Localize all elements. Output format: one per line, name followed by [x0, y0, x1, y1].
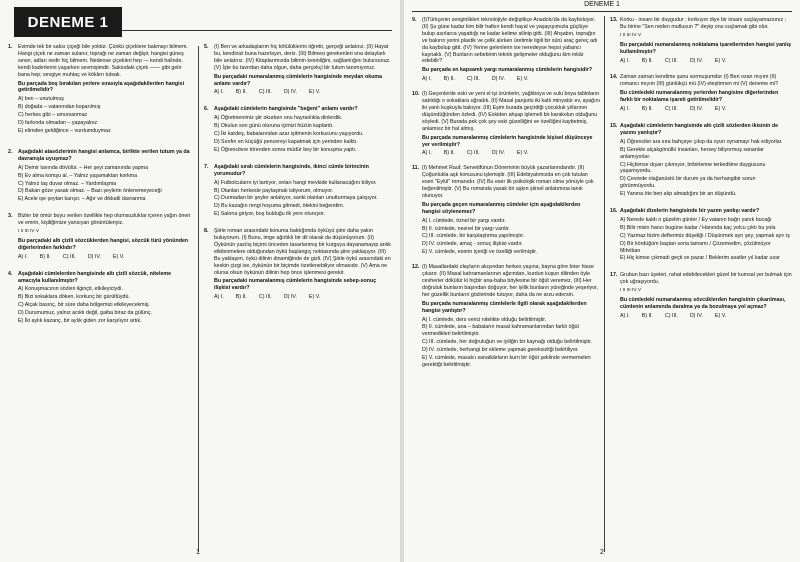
question-12: [412, 264, 600, 369]
option-a[interactable]: A) Öğretmenimiz şiir okurken onu hayranlıkla dinlerdik.: [214, 115, 343, 122]
question-number: 2.: [8, 148, 13, 155]
question-text: Evimde tek bir saksı çiçeği bile yoktur. Çünkü çiçeklere bakmayı bilmem. Hangi çiçek ne zaman sulanır, toprağı ne zaman değişir, hangisi güneş sever, adları nedir hiç bilmem. Nedense çiçekleri hep — kendi halinde, kendi kaderlerini yaşarken sevmişimdir. Saksıdaki çiçek —— gibi gelir bana hep; sevgiye muhtaç ve köklerı tutsak.: [18, 44, 188, 78]
option-b[interactable]: B) II.: [39, 253, 51, 260]
question-text: Bizler bir ömür boyu verilen özellikle hep olumsuzluklar içeren yağın öneri ve emrin, kişiliğimize yansıyan görüntüleriyiz.: [18, 213, 191, 227]
option-e[interactable]: E) V.: [308, 294, 321, 301]
underline-markers: I II III IV V: [18, 229, 40, 235]
page1-left-column: [8, 44, 194, 333]
question-15: [610, 123, 792, 198]
header-rule: [122, 30, 392, 31]
question-number: 13.: [610, 17, 618, 23]
option-a[interactable]: A) I. cümlede, öznel bir yargı vardır.: [422, 217, 506, 224]
question-prompt: Aşağıdaki cümlelerin hangisinde altı çizili sözlerden ikisinin de yazımı yanlıştır?: [620, 122, 779, 136]
question-number: 16.: [610, 208, 618, 215]
question-prompt: Bu parçadaki numaralanmış cümlelerin hangisinde sebep-sonuç ilişkisi vardır?: [214, 278, 377, 292]
option-c[interactable]: C) III. cümlede, her doğruluğun ve iyiliğin bir kaynağı olduğu belirtilmiştir.: [422, 339, 592, 346]
option-c[interactable]: C) III.: [62, 253, 76, 260]
question-number: 17.: [610, 272, 618, 279]
question-prompt: Bu parçada numaralanmış cümlelerle ilgili olarak aşağıdakilerden hangisi yanlıştır?: [422, 300, 587, 314]
question-prompt: Bu cümledeki numaralanmış yerlerden hangisine diğerlerinden farklı bir noktalama işareti getirilmelidir?: [620, 90, 779, 104]
option-a[interactable]: A) I.: [620, 106, 630, 113]
question-14: [610, 74, 792, 113]
question-prompt: Bu parçada numaralanmış cümlelerin hangisinde kişisel düşünceye yer verilmiştir?: [422, 134, 593, 148]
question-17: [610, 272, 792, 319]
option-e[interactable]: E) V.: [516, 150, 529, 157]
option-d[interactable]: D) IV.: [87, 253, 101, 260]
question-7: [204, 164, 392, 218]
option-b[interactable]: B) II.: [641, 106, 653, 113]
option-d[interactable]: D) farkında olmadan – yapayalnız: [18, 120, 98, 127]
question-prompt: Bu cümledeki numaralanmış sözcüklerden hangisinin çıkarılması, cümlenin anlamında daralma ya da bozulmaya yol açmaz?: [620, 297, 786, 310]
option-d[interactable]: D) IV.: [689, 312, 703, 319]
option-d[interactable]: D) IV. cümlede, herhangi bir ekleme yapmak gereksizliği belirtiliyor.: [422, 347, 579, 354]
question-8: [204, 228, 392, 301]
page-header: DENEME 1: [412, 1, 792, 12]
question-number: 6.: [204, 106, 209, 113]
question-prompt: Bu parçada geçen numaralanmış cümleler için aşağıdakilerden hangisi söylenemez?: [422, 201, 581, 215]
option-a[interactable]: A) ben – unutulmuş: [18, 96, 64, 103]
question-number: 1.: [8, 44, 13, 50]
option-b[interactable]: B) Ev alma komşu al. – Yalnız yaşamaktan korkma: [18, 172, 138, 179]
question-prompt: Aşağıdaki cümlelerden hangisinde altı çizili sözcük, niteleme amacıyla kullanılmıştır?: [18, 270, 172, 284]
question-3: [8, 213, 194, 260]
option-c[interactable]: C) III.: [664, 106, 678, 113]
question-number: 15.: [610, 122, 618, 129]
option-a[interactable]: A) Nerede kaldı o güzelim günler / Ey vatanın bağrı yanık bucağı: [620, 216, 772, 223]
question-text: Şiirle roman arasındaki konuma baktığımda öyküyü şiire daha yakın buluyorum. (I) Bunu, imge ağırlıklı bir dil olarak da düşünüyorum. (II) Öykünün yazılış biçimi önceden tasarlanmış bir kurguya dayanamayıp anlık etkilenmelere olduğundan öykü başlangıç noktasında şiire yaklaşıyor. (III) Bu yaklaşım, öykü dilinin dinamiğinde de gizli. (IV) Şiirle öykü arasındaki en keskin çizgi ise, öykünün bir biçimde özetlenebiliyor olmasıdır. (V) Ama ne olursa olsun öykünün dilinin hep önce işlenmesi gerekir.: [214, 228, 391, 276]
option-d[interactable]: D) IV.: [283, 89, 297, 96]
option-d[interactable]: D) Bu kazağın rengi hoşuma gitmedi, ötekini beğendim.: [214, 203, 345, 210]
option-c[interactable]: C) III.: [258, 294, 272, 301]
option-c[interactable]: C) III.: [664, 312, 678, 319]
option-a[interactable]: A) I.: [422, 150, 432, 157]
option-e[interactable]: E) elimden geldiğince – vurdumduymaz: [18, 127, 111, 134]
option-e[interactable]: E) İki aylık kazanç, bir aylık giderı zor karşılıyor artık.: [18, 318, 142, 325]
question-prompt: Aşağıdaki sıralı cümlelerin hangisinde, ikinci cümle birincinin yorumudur?: [214, 163, 369, 177]
option-c[interactable]: C) Hiçkimse dışarı çıkmıyor, birbirlerine terkedilme duygusunu yaşamıyordu.: [620, 161, 766, 175]
question-13: [610, 17, 792, 64]
page-two: [404, 0, 800, 562]
option-a[interactable]: A) Öğrenciler ara sıra bahçeye çıkıp da oyun oynamayı hak ediyorlar.: [620, 138, 783, 145]
option-d[interactable]: D) IV.: [283, 294, 297, 301]
option-d[interactable]: D) Çevrede olağanüstü bir durum ya da herhangibir sorun görünmüyordu.: [620, 176, 756, 190]
question-6: [204, 106, 392, 153]
question-text: (I) Geçenlerde eski ve yeni el işi ürünlerin, yağlıboya ve sulu boya tabloların satıldığı o sokaklara uğradık. (II) Masal panjurlu iki katlı minyatür ev, ayağını iki yanlı kuşkuyla bakıyor. (III) Eşim burada geçirdiği çocukluk yıllarının düşündüğünden özledi. (IV) Eskiden ahşap işlemeli bir karakolun olduğunu söyledi. (V) Burada pek çok şey eski güzelliğini ve özelliğini kaybetmiş, anlamsız bir hal almış.: [422, 91, 601, 132]
option-b[interactable]: B) II.: [443, 76, 455, 83]
option-e[interactable]: E) V.: [714, 312, 727, 319]
option-e[interactable]: E) V.: [112, 253, 125, 260]
option-e[interactable]: E) V. cümlede, eserin içeriği ve özelliği verilmiştir.: [422, 249, 538, 256]
option-c[interactable]: C) III.: [664, 57, 678, 64]
option-c[interactable]: C) III.: [466, 150, 480, 157]
underline-markers: I II III IV V: [620, 288, 642, 294]
option-d[interactable]: D) IV.: [689, 57, 703, 64]
option-e[interactable]: E) Öğrencilere törenden sonra müdür bey bir konuşma yaptı.: [214, 146, 357, 153]
option-d[interactable]: D) Bir kördüğüm baştan sona tamamı / Çözemedim, çözülmüyor Mihriban: [620, 240, 771, 254]
option-a[interactable]: A) Konuşmacının sözleri ilginçti, etkileyiciydi.: [18, 286, 123, 293]
option-a[interactable]: A) I.: [422, 76, 432, 83]
option-d[interactable]: D) IV.: [491, 150, 505, 157]
page-number: 1: [196, 549, 200, 556]
option-b[interactable]: B) Gerekle alçakgönüllü insanları, hersey biliyormuş sananlar anlamıyorlar.: [620, 146, 764, 160]
question-number: 11.: [412, 165, 420, 172]
option-a[interactable]: A) I.: [214, 89, 224, 96]
option-a[interactable]: A) Demir tavında dövülür. – Her şeyi zamanında yapma: [18, 164, 149, 171]
option-c[interactable]: C) Alçak basınç, bir süre daha bölgemizi etkileyecekmiş.: [18, 302, 150, 309]
option-d[interactable]: D) Bakan göze yasak olmaz. – Bazı şeylerin önlenemeyeceği: [18, 188, 162, 195]
option-c[interactable]: C) Yazmaz bizim defterimiz düşeliği / Düşünmek ayrı şey, yapmak ayrı iş: [620, 232, 790, 239]
option-b[interactable]: B) II. cümlede, nesnel bir yargı vardır.: [422, 225, 511, 232]
option-c[interactable]: C) III.: [466, 76, 480, 83]
option-b[interactable]: B) II.: [235, 89, 247, 96]
question-prompt: Bu parçada boş bırakılan yerlere sırasıyla aşağıdakilerden hangisi getirilmelidir?: [18, 80, 185, 94]
option-d[interactable]: D) Sınıfın en küçüğü pencereyi kapatmak için yerinden kalktı.: [214, 138, 358, 145]
option-c[interactable]: C) III. cümlede, bir karşılaştırma yapılmıştır.: [422, 233, 525, 240]
question-number: 12.: [412, 264, 420, 271]
option-b[interactable]: B) Okulun son günü oluruna içimizi hüzün kaplardı.: [214, 123, 334, 130]
page2-left-column: [412, 17, 600, 377]
question-prompt: Aşağıdaki atasözlerinin hangisi anlamca, birlikte verilen tutum ya da davranışla uyuşmaz?: [18, 148, 190, 162]
question-text: Korku - insanı bir duygudur ; korkuyor diye bir insanı suçlayamazsınız ; Bu birine "Sen neden mutlusun ?" deyip onu suçlamak gibi olur.: [620, 17, 787, 30]
option-c[interactable]: C) Yalnız taş duvar olmaz. – Yardımlaşma: [18, 180, 117, 187]
question-text: Grubun bazı üyeleri, rahat edebilecekleri güzel bir kumsal yer bulmak için çok uğraşıyordu.: [620, 272, 792, 286]
question-prompt: Aşağıdaki cümlelerin hangisinde "beğeni" anlamı vardır?: [214, 106, 358, 113]
option-b[interactable]: B) II.: [641, 312, 653, 319]
question-text: (I) Ben ve arkadaşlarım hiç kötülüklerini öğretir, gerçeği anlatırız. (II) Hayat bu, kendinizi buna hazırlayın, deriz. (III) Bilmesi gerekenleri ona delaylarlı bile anlatırız. (IV) Kitaplarımızda bilimin kesinliğini, sağlamlığını bulursunuz. (V) İşte bu tavırdan daha olgun, daha gerçekçi bir tutum tanımıyoruz.: [214, 44, 391, 71]
question-4: [8, 271, 194, 325]
option-b[interactable]: B) II.: [443, 150, 455, 157]
option-c[interactable]: C) herkes gibi – umursanmaz: [18, 112, 88, 119]
option-e[interactable]: E) V.: [308, 89, 321, 96]
question-text: (I) Mehmet Rauf, Servetifünun Döneminin büyük yazarlarındandır. (II) Çoğunlukla aşk konusunu işlemiştir. (III) Edebiyatımızda en çok tutulan eseri "Eylül" romanıdır. (IV) Bu eser ilk psikolojik roman olma yönüyle çok beğenilmiştir. (V) Bu romanda yasak bir aşkın şiirsel anlatımına tanık olunuyor.: [422, 165, 594, 199]
page-number: 2: [600, 549, 604, 556]
question-10: [412, 91, 600, 157]
option-c[interactable]: C) III.: [258, 89, 272, 96]
option-c[interactable]: C) Durmadan bir şeyler anlatıyor, sanki olanları unutturmaya çalışıyor.: [214, 195, 378, 202]
option-e[interactable]: E) V.: [714, 57, 727, 64]
page2-right-column: [610, 17, 792, 328]
option-d[interactable]: D) Durumumuz, yalnız acıklı değil, gaiba biraz da gülünç.: [18, 310, 152, 317]
question-text: (I) Masallardaki olayların akışından herkes yaşına, bayna göre birer hisse çıkarır. (II) Masal kahramanlarının ağzından, kurdun kuşun dilinden öyle cevherler dökülür ki hiçbir ana-baba böylesine bir öğüt veremez. (III) Her doğruluk bunların başından doğuyor, her iyilik bunların yüreğinde yeşeriyor, her güzellik bunların gözlerinde tutuyor, daha da ne arzu edersin.: [422, 264, 599, 298]
question-text: (I)Türkçenin zenginlikleri teknolojiyle değiştikçe Anadolu'da da kayboluyor. (II) Şu güne kadar kim bilir halkın kendi hayal ve yaşayışımızla güçlüye bulup asırlarca yaşattığı ne kadar kelime silinip gitti. (III) Ahşabın, toprağın ve bakırın yerini plastik ve çelik alırken üretimle ilgili bir sürü araç gereç adı da kaybolup gitti. (IV) Yerine gelenlerin ise neredeyse hepsi yabancı kaynaklı. (V) Bunların sebebinin teknik gelişmeler olduğunu kim inkâr edebilir?: [422, 17, 598, 65]
question-2: [8, 149, 194, 203]
punctuation-markers: I II III IV V: [620, 32, 642, 38]
question-1: [8, 44, 194, 135]
column-divider: [198, 46, 199, 552]
question-number: 7.: [204, 163, 209, 170]
option-d[interactable]: D) IV.: [689, 106, 703, 113]
option-e[interactable]: E) Hiç kimse çıkmadı geçti ve pazar / Beklerim asatler yıl kadar uzar: [620, 255, 780, 262]
question-prompt: Aşağıdaki dizelerin hangisinde bir yazım yanlışı vardır?: [620, 208, 760, 215]
question-prompt: Bu parçadaki numaralanmış noktalama işaretlerinden hangisi yanlış kullanılmıştır?: [620, 41, 792, 55]
option-e[interactable]: E) V.: [516, 76, 529, 83]
column-divider: [604, 16, 605, 552]
option-a[interactable]: A) I. cümlede, ders verici nitelikte olduğu belirtilmiştir.: [422, 316, 547, 323]
option-b[interactable]: B) doğada – vatanından koparılmış: [18, 104, 101, 111]
question-number: 5.: [204, 44, 209, 50]
question-number: 14.: [610, 74, 618, 81]
option-a[interactable]: A) I.: [214, 294, 224, 301]
question-16: [610, 208, 792, 262]
option-d[interactable]: D) IV. cümlede, amaç - sonuç ilişkisi vardır.: [422, 241, 523, 248]
page1-right-column: [204, 44, 392, 309]
question-number: 10.: [412, 91, 420, 98]
question-number: 8.: [204, 228, 209, 235]
question-number: 3.: [8, 213, 13, 220]
option-a[interactable]: A) Futbolcuların iyi tartıyor, onları hangi mevkide kullanacağını biliyor.: [214, 179, 377, 186]
option-e[interactable]: E) Salona giriyor, boş bulduğu ilk yere oturuyor.: [214, 211, 326, 218]
option-a[interactable]: A) I.: [620, 312, 630, 319]
option-c[interactable]: C) İki kardeş, babalarından azar işitmenin korkusunu yaşıyordu.: [214, 131, 364, 138]
option-b[interactable]: B) Bilir misin hancı bugüne kadar / Hanında kaç yolcu çıktı bu yola: [620, 224, 776, 231]
option-a[interactable]: A) I.: [620, 57, 630, 64]
option-e[interactable]: E) V. cümlede, masalcı sanatkârların kurn bir öğüt şeklinde vermemeleri gerektiği belirtilmiştir.: [422, 355, 591, 368]
option-e[interactable]: E) Yanına öte beri alıp almadığını bir an düşündü.: [620, 191, 737, 198]
exam-title-banner: DENEME 1: [14, 7, 122, 37]
question-prompt: Bu parçadaki numaralanmış cümlelerin hangisinde meydan okuma anlamı vardır?: [214, 73, 383, 87]
question-prompt: Bu parçadaki altı çizili sözcüklerden hangisi, sözcük türü yönünden diğerlerinden farklıdır?: [18, 237, 189, 251]
question-text: Zaman zaman kendime şunu sormuşumdur (I) Ben ozan mıyım (II) romancı mıyım (III) günlükçü mü (IV) eleştirmen mi (V) deneme mi?: [620, 74, 779, 88]
option-b[interactable]: B) II.: [641, 57, 653, 64]
option-b[interactable]: B) Olanları herkesle paylaşmak istiyorum, olmuyor.: [214, 187, 334, 194]
option-d[interactable]: D) IV.: [491, 76, 505, 83]
question-prompt: Bu parçada en kapsamlı yargı numaralanmış cümlelerin hangisidir?: [422, 67, 593, 74]
option-b[interactable]: B) II. cümlede, ana – babaların masal kahramanlarından farklı öğüt vermedikleri belirtilmiştir.: [422, 324, 579, 338]
question-number: 9.: [412, 17, 417, 23]
option-b[interactable]: B) Bizi sokaklara döken, korkunç bir gürültüydü.: [18, 294, 130, 301]
option-a[interactable]: A) I.: [18, 253, 28, 260]
question-9: [412, 17, 600, 83]
option-b[interactable]: B) II.: [235, 294, 247, 301]
question-11: [412, 165, 600, 256]
question-5: [204, 44, 392, 96]
question-number: 4.: [8, 270, 13, 277]
option-e[interactable]: E) Acele işe şeytan karışır. – Ağır ve dikkatli davranma: [18, 196, 146, 203]
option-e[interactable]: E) V.: [714, 106, 727, 113]
